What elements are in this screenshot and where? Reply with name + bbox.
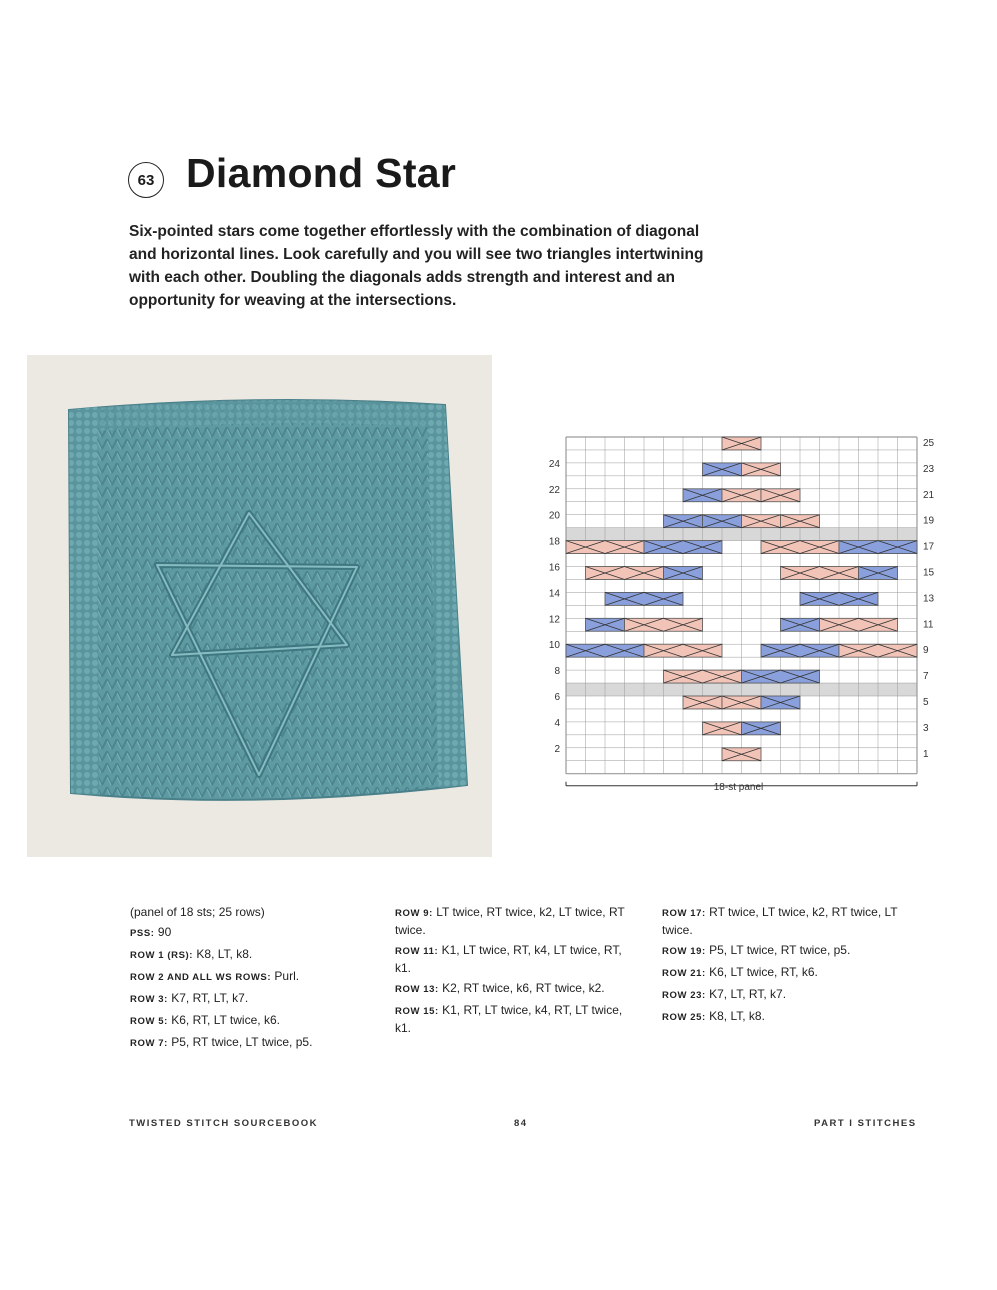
row-text: K1, RT, LT twice, k4, RT, LT twice, k1. — [395, 1003, 623, 1035]
footer-section: PART I STITCHES — [814, 1118, 917, 1129]
row-number-left: 22 — [548, 484, 560, 496]
row-key: PSS: — [130, 928, 155, 939]
pattern-number-badge: 63 — [128, 162, 164, 198]
row-key: ROW 13: — [395, 984, 439, 995]
cable-bar — [605, 592, 683, 605]
row-number-right: 11 — [923, 619, 934, 631]
instruction-line — [130, 904, 370, 920]
row-number-left: 10 — [548, 640, 560, 652]
footer-book-title: TWISTED STITCH SOURCEBOOK — [129, 1118, 318, 1129]
cable-bar — [566, 541, 644, 554]
row-number-right: 13 — [923, 593, 935, 605]
row-number-right: 17 — [923, 541, 935, 553]
row-number-right: 15 — [923, 567, 935, 579]
row-number-left: 8 — [554, 666, 560, 678]
page-number: 84 — [514, 1118, 528, 1129]
row-number-right: 5 — [923, 697, 929, 708]
cable-bar — [820, 618, 898, 631]
row-number-right: 9 — [923, 645, 929, 657]
instruction-line — [395, 904, 640, 938]
row-number-right: 7 — [923, 671, 929, 683]
row-number-right: 3 — [923, 722, 929, 734]
row-text: LT twice, RT twice, k2, LT twice, RT twice. — [395, 905, 625, 937]
instruction-line — [395, 980, 640, 998]
instruction-line — [662, 942, 917, 960]
row-number-right: 1 — [923, 748, 929, 760]
instructions-column-3 — [662, 904, 917, 1030]
cable-bar — [644, 644, 722, 657]
instruction-line — [662, 964, 917, 982]
row-text: K7, LT, RT, k7. — [705, 987, 787, 1001]
row-number-left: 14 — [548, 588, 560, 600]
row-number-right: 21 — [923, 489, 935, 501]
row-key: ROW 15: — [395, 1006, 439, 1017]
instruction-line — [130, 968, 370, 986]
cable-bar — [566, 644, 644, 657]
row-key: ROW 17: — [662, 908, 706, 919]
cable-bar — [586, 567, 664, 580]
instruction-line — [662, 1008, 917, 1026]
row-key: ROW 19: — [662, 946, 706, 957]
row-text: RT twice, LT twice, k2, RT twice, LT twice. — [662, 905, 898, 937]
panel-label: 18-st panel — [713, 782, 764, 793]
instruction-line — [130, 990, 370, 1008]
knitted-swatch-image — [27, 355, 492, 857]
row-text: (panel of 18 sts; 25 rows) — [130, 905, 265, 919]
instruction-line — [130, 1012, 370, 1030]
row-key: ROW 3: — [130, 994, 168, 1005]
instruction-line — [130, 1034, 370, 1052]
row-text: Purl. — [271, 969, 300, 983]
row-key: ROW 23: — [662, 990, 706, 1001]
row-number-left: 4 — [554, 717, 560, 729]
instruction-line — [130, 924, 370, 942]
row-text: K2, RT twice, k6, RT twice, k2. — [438, 981, 605, 995]
row-key: ROW 9: — [395, 908, 433, 919]
row-key: ROW 21: — [662, 968, 706, 979]
instruction-line — [395, 1002, 640, 1036]
stitch-chart — [530, 428, 950, 808]
row-text: K6, LT twice, RT, k6. — [705, 965, 818, 979]
row-number-right: 23 — [923, 463, 935, 475]
cable-bar — [644, 541, 722, 554]
row-key: ROW 5: — [130, 1016, 168, 1027]
row-key: ROW 11: — [395, 946, 439, 957]
row-text: P5, RT twice, LT twice, p5. — [167, 1035, 313, 1049]
row-text: 90 — [154, 925, 172, 939]
cable-bar — [839, 644, 917, 657]
row-number-left: 2 — [554, 743, 560, 755]
row-text: K6, RT, LT twice, k6. — [167, 1013, 280, 1027]
page-title: Diamond Star — [186, 150, 457, 196]
cable-bar — [625, 618, 703, 631]
row-text: P5, LT twice, RT twice, p5. — [705, 943, 851, 957]
cable-bar — [839, 541, 917, 554]
row-key: ROW 1 (RS): — [130, 950, 194, 961]
row-number-left: 18 — [548, 536, 560, 548]
cable-bar — [781, 567, 859, 580]
cable-bar — [761, 644, 839, 657]
row-text: K8, LT, k8. — [193, 947, 253, 961]
row-number-left: 24 — [548, 458, 560, 470]
row-number-left: 16 — [548, 562, 560, 574]
cable-bar — [800, 592, 878, 605]
row-key: ROW 25: — [662, 1012, 706, 1023]
row-number-left: 6 — [554, 692, 560, 703]
chart-grid — [530, 428, 950, 808]
row-number-left: 12 — [548, 614, 560, 626]
cable-bar — [761, 541, 839, 554]
swatch-photo — [27, 355, 492, 857]
row-number-right: 19 — [923, 515, 935, 527]
instruction-line — [395, 942, 640, 976]
row-text: K1, LT twice, RT, k4, LT twice, RT, k1. — [395, 943, 622, 975]
row-number-left: 20 — [548, 510, 560, 522]
cable-bar — [664, 670, 742, 683]
instructions-column-2 — [395, 904, 640, 1040]
instruction-line — [662, 986, 917, 1004]
instruction-line — [130, 946, 370, 964]
instruction-line — [662, 904, 917, 938]
row-key: ROW 7: — [130, 1038, 168, 1049]
instructions-column-1 — [130, 904, 370, 1056]
row-text: K8, LT, k8. — [705, 1009, 765, 1023]
row-key: ROW 2 AND ALL WS ROWS: — [130, 972, 272, 983]
row-number-right: 25 — [923, 438, 935, 449]
row-text: K7, RT, LT, k7. — [167, 991, 249, 1005]
intro-paragraph: Six-pointed stars come together effortlessly with the combination of diagonal and horizontal lines. Look carefully and you will see two triangles intertwining with each other. Doubling the diagonals adds strength and interest and an opportunity for weaving at the intersections. — [129, 223, 704, 309]
cable-bar — [742, 670, 820, 683]
